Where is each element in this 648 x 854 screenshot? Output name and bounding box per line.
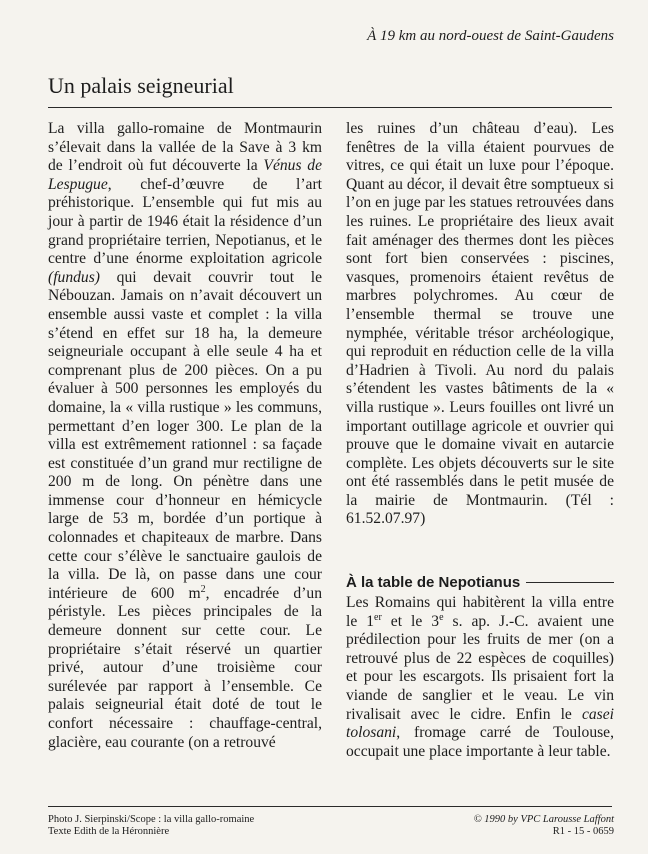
text-credit: Texte Edith de la Héronnière <box>48 826 170 837</box>
fundus-term: (fundus) <box>48 268 100 286</box>
text-span: qui devait couvrir tout le Nébouzan. Jamais on n’avait découvert un ensemble aussi vaste et complet : la villa s’étend en effet sur 18 ha, la demeure seigneuriale occupant à elle seule 4 ha et comprenant plus de 200 pièces. On a pu évaluer à 500 personnes les employés du domaine, la « villa rustique » les communs, permettant d’en loger 300. Le plan de la villa est extrêmement rationnel : sa façade est constituée d’un grand mur rectiligne de 200 m de long. On pénètre dans une immense cour d’honneur en hémicycle large de 53 m, bordée d’un portique à colonnades et chapiteaux de marbre. Dans cette cour s’élève le sanctuaire gaulois de la villa. De là, on passe dans une cour intérieure de 600 m <box>48 268 322 602</box>
superscript: 2 <box>200 583 206 595</box>
text-span: et le 3 <box>381 612 440 630</box>
text-span: , fromage carré de Toulouse, occupait une place importante à leur table. <box>346 724 614 760</box>
superscript: e <box>439 611 444 623</box>
left-paragraph <box>48 120 322 752</box>
casei-term: casei tolosani <box>346 705 614 742</box>
text-span: s. ap. J.-C. avaient une prédilection pour les fruits de mer (on a retrouvé plus de 22 espèces de coquilles) et pour les escargots. Ils prisaient fort la viande de sanglier et le veau. Le vin rivalisait avec le cidre. Enfin le <box>346 612 614 723</box>
text-span: , chef-d’œuvre de l’art préhistorique. L’ensemble qui fut mis au jour à partir de 1946 était la résidence d’un grand propriétaire terrien, Nepotianus, et le centre d’une énorme exploitation agricole <box>48 175 322 268</box>
location-caption: À 19 km au nord-ouest de Saint-Gaudens <box>367 28 614 44</box>
right-paragraph: les ruines d’un château d’eau). Les fenêtres de la villa étaient pourvues de vitres, ce qui était un luxe pour l’époque. Quant au décor, il devait être somptueux si l’on en juge par les statues retrouvées dans les ruines. Le propriétaire des lieux avait fait aménager des thermes dont les pièces sont fort bien conservées : piscines, vasques, promenoirs étaient revêtus de marbres polychromes. Au cœur de l’ensemble thermal se trouve une nymphée, véritable trésor archéologique, qui reproduit en réduction celle de la villa d’Hadrien à Tivoli. Au nord du palais s’étendent les vastes bâtiments de la « villa rustique ». Leurs fouilles ont livré un important outillage agricole et ouvrier qui prouve que le domaine vivait en autarcie complète. Les objets découverts sur le site ont été rassemblés dans le petit musée de la mairie de Montmaurin. (Tél : 61.52.07.97) <box>346 120 614 528</box>
top-divider <box>48 107 612 108</box>
page-title: Un palais seigneurial <box>48 73 234 98</box>
text-span: Les Romains qui habitèrent la villa entre le 1 <box>346 594 614 630</box>
photo-credit: Photo J. Sierpinski/Scope : la villa gallo-romaine <box>48 814 255 825</box>
text-span: La villa gallo-romaine de Montmaurin s’élevait dans la vallée de la Save à 3 km de l’endroit où fut découverte la <box>48 120 322 175</box>
card-reference: R1 - 15 - 0659 <box>552 826 614 837</box>
right-column <box>346 120 614 529</box>
section2-paragraph <box>346 594 614 761</box>
bottom-divider <box>48 806 612 807</box>
credits <box>48 814 254 838</box>
heading-rule <box>526 582 614 583</box>
section-heading <box>346 574 614 591</box>
copyright-notice: © 1990 by VPC Larousse Laffont <box>473 814 614 825</box>
venus-title: Vénus de Lespugue <box>48 157 322 193</box>
superscript: er <box>374 611 382 623</box>
section-heading-text: À la table de Nepotianus <box>346 574 521 591</box>
text-span: , encadrée d’un péristyle. Les pièces principales de la demeure donnent sur cette cour. Le propriétaire s’était réservé un quartier privé, autour d’une troisième cour surélevée par rapport à l’ensemble. Ce palais seigneurial était doté de tout le confort nécessaire : chauffage-central, glacière, eau courante (on a retrouvé <box>48 584 322 751</box>
left-column <box>48 120 322 752</box>
section2-column <box>346 594 614 761</box>
copyright-block <box>474 814 614 838</box>
